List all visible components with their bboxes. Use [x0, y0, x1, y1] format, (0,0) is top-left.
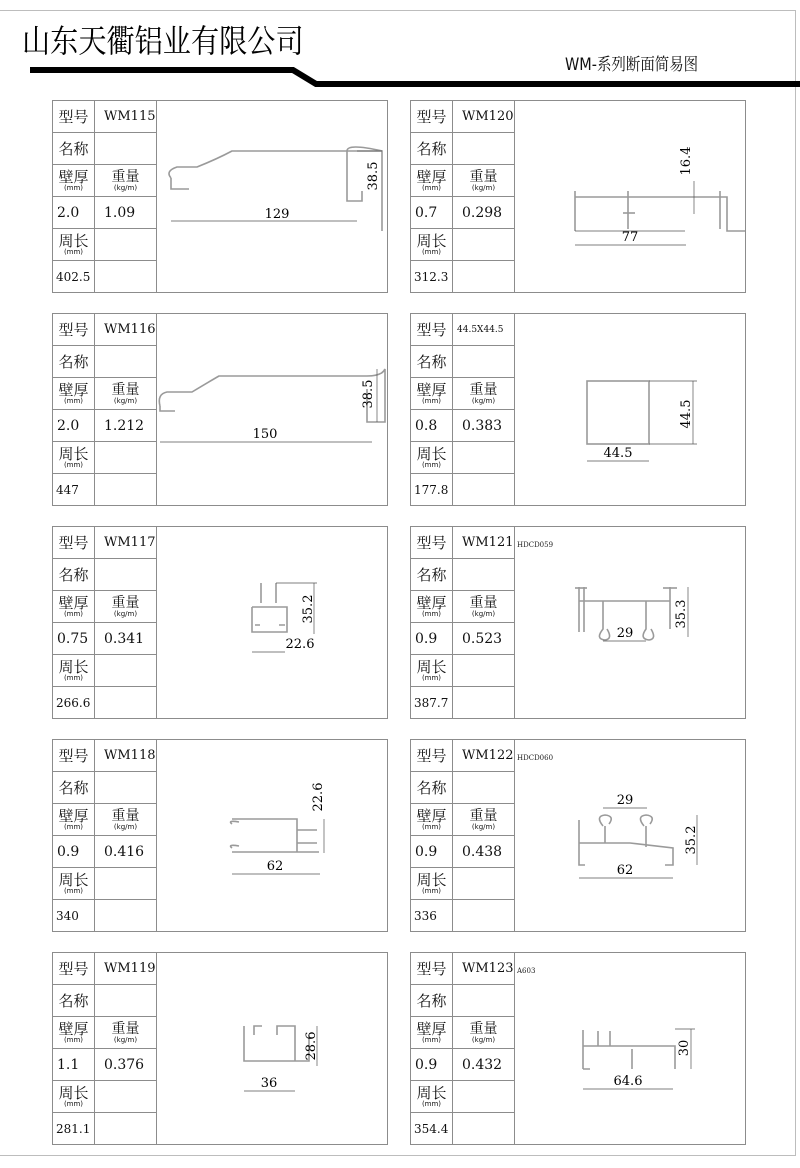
row-name	[411, 985, 514, 1017]
dimension-label: 77	[621, 230, 639, 245]
row-units	[53, 591, 156, 623]
row-perimeter	[411, 442, 514, 474]
profile-drawing	[157, 101, 387, 292]
label-wall: 壁厚 (mm)	[411, 804, 453, 835]
label-name: 名称	[53, 772, 95, 803]
label-wall: 壁厚 (mm)	[411, 1017, 453, 1048]
label-name: 名称	[53, 559, 95, 590]
row-units	[411, 165, 514, 197]
profile-drawing	[515, 527, 745, 718]
row-perimeter	[53, 1081, 156, 1113]
label-perimeter: 周长 (mm)	[53, 655, 95, 686]
label-weight: 重量 (kg/m)	[469, 1021, 498, 1044]
row-name	[411, 772, 514, 804]
wall-value: 0.9	[53, 836, 95, 867]
row-values	[411, 197, 514, 229]
perimeter-value: 266.6	[53, 687, 95, 718]
perimeter-empty	[453, 868, 514, 899]
row-units	[411, 1017, 514, 1049]
wall-value: 0.9	[411, 836, 453, 867]
spec-table	[53, 527, 157, 718]
perimeter-value: 281.1	[53, 1113, 95, 1144]
perimeter-empty	[453, 655, 514, 686]
drawing-tag: A603	[517, 967, 536, 975]
row-values	[411, 623, 514, 655]
spec-table	[411, 314, 515, 505]
label-name: 名称	[411, 346, 453, 377]
label-name: 名称	[53, 346, 95, 377]
row-name	[53, 346, 156, 378]
label-perimeter: 周长 (mm)	[411, 442, 453, 473]
model-value: WM120	[462, 109, 514, 124]
perimeter-value: 177.8	[411, 474, 453, 505]
label-model: 型号	[53, 314, 95, 345]
spec-table	[411, 953, 515, 1144]
label-wall: 壁厚 (mm)	[411, 378, 453, 409]
row-model	[53, 314, 156, 346]
row-values	[53, 410, 156, 442]
dimension-label: 64.6	[613, 1074, 643, 1089]
weight-value: 0.416	[104, 843, 145, 860]
dimension-label: 129	[264, 207, 290, 222]
row-perimeter	[411, 868, 514, 900]
spec-table	[53, 740, 157, 931]
label-wall: 壁厚 (mm)	[53, 1017, 95, 1048]
label-model: 型号	[411, 527, 453, 558]
profile-card-wm116	[52, 313, 388, 506]
profile-card-wm121	[410, 526, 746, 719]
label-name: 名称	[411, 772, 453, 803]
wall-value: 0.7	[411, 197, 453, 228]
row-name	[411, 133, 514, 165]
label-weight: 重量 (kg/m)	[469, 382, 498, 405]
perimeter-empty	[453, 229, 514, 260]
label-model: 型号	[53, 101, 95, 132]
row-name	[53, 133, 156, 165]
row-model	[53, 101, 156, 133]
model-value: 44.5X44.5	[457, 324, 504, 335]
label-name: 名称	[53, 133, 95, 164]
wall-value: 2.0	[53, 410, 95, 441]
row-perimeter-value	[53, 687, 156, 719]
dimension-label: 35.2	[301, 594, 316, 624]
label-weight: 重量 (kg/m)	[469, 808, 498, 831]
label-perimeter: 周长 (mm)	[53, 442, 95, 473]
perimeter-value-empty	[453, 261, 514, 292]
label-weight: 重量 (kg/m)	[111, 382, 140, 405]
row-name	[53, 985, 156, 1017]
label-name: 名称	[53, 985, 95, 1016]
perimeter-value-empty	[453, 474, 514, 505]
label-wall: 壁厚 (mm)	[411, 165, 453, 196]
label-wall: 壁厚 (mm)	[411, 591, 453, 622]
row-name	[411, 559, 514, 591]
label-perimeter: 周长 (mm)	[53, 868, 95, 899]
profile-drawing	[157, 740, 387, 931]
row-perimeter	[411, 1081, 514, 1113]
row-model	[53, 527, 156, 559]
label-model: 型号	[53, 953, 95, 984]
dimension-label: 62	[616, 863, 634, 878]
perimeter-value: 387.7	[411, 687, 453, 718]
label-wall: 壁厚 (mm)	[53, 165, 95, 196]
row-perimeter-value	[53, 261, 156, 293]
row-perimeter	[53, 868, 156, 900]
row-model	[411, 740, 514, 772]
label-perimeter: 周长 (mm)	[411, 868, 453, 899]
row-model	[411, 953, 514, 985]
profile-drawing	[515, 953, 745, 1144]
weight-value: 0.383	[462, 417, 503, 434]
spec-table	[411, 101, 515, 292]
row-values	[53, 623, 156, 655]
model-value: WM116	[104, 322, 156, 337]
row-model	[53, 953, 156, 985]
row-values	[53, 1049, 156, 1081]
profile-card-wm119	[52, 952, 388, 1145]
name-value	[453, 133, 514, 164]
spec-table	[53, 953, 157, 1144]
row-perimeter	[411, 655, 514, 687]
spec-table	[411, 740, 515, 931]
row-perimeter	[53, 442, 156, 474]
model-value: WM122	[462, 748, 514, 763]
label-model: 型号	[411, 314, 453, 345]
profile-drawing	[157, 527, 387, 718]
label-wall: 壁厚 (mm)	[53, 804, 95, 835]
name-value	[95, 346, 156, 377]
weight-value: 1.09	[104, 204, 136, 221]
dimension-label: 44.5	[679, 399, 694, 429]
profile-card-wm115	[52, 100, 388, 293]
row-units	[411, 378, 514, 410]
label-name: 名称	[411, 133, 453, 164]
name-value	[95, 559, 156, 590]
dimension-label: 22.6	[311, 782, 326, 812]
label-weight: 重量 (kg/m)	[469, 595, 498, 618]
row-perimeter-value	[53, 1113, 156, 1145]
perimeter-value: 447	[53, 474, 95, 505]
row-perimeter-value	[411, 900, 514, 932]
profile-card-wm120	[410, 100, 746, 293]
spec-table	[411, 527, 515, 718]
dimension-label: 30	[677, 1039, 692, 1057]
dimension-label: 150	[252, 427, 278, 442]
row-units	[411, 804, 514, 836]
row-model	[411, 314, 514, 346]
document-subtitle: WM-系列断面简易图	[565, 55, 699, 75]
weight-value: 0.523	[462, 630, 503, 647]
row-perimeter-value	[411, 474, 514, 506]
row-units	[53, 804, 156, 836]
perimeter-value-empty	[95, 687, 156, 718]
label-weight: 重量 (kg/m)	[111, 808, 140, 831]
name-value	[453, 559, 514, 590]
perimeter-value-empty	[95, 261, 156, 292]
row-units	[53, 1017, 156, 1049]
label-weight: 重量 (kg/m)	[469, 169, 498, 192]
row-perimeter	[53, 229, 156, 261]
row-model	[53, 740, 156, 772]
name-value	[453, 985, 514, 1016]
profile-card-wm118	[52, 739, 388, 932]
weight-value: 0.341	[104, 630, 145, 647]
model-value: WM118	[104, 748, 156, 763]
label-weight: 重量 (kg/m)	[111, 1021, 140, 1044]
wall-value: 0.9	[411, 623, 453, 654]
perimeter-empty	[95, 442, 156, 473]
label-model: 型号	[53, 527, 95, 558]
row-values	[53, 836, 156, 868]
row-model	[411, 101, 514, 133]
perimeter-value: 354.4	[411, 1113, 453, 1144]
drawing-tag: HDCD059	[517, 541, 554, 549]
name-value	[95, 985, 156, 1016]
row-perimeter-value	[411, 261, 514, 293]
perimeter-value-empty	[95, 1113, 156, 1144]
weight-value: 1.212	[104, 417, 145, 434]
perimeter-empty	[453, 1081, 514, 1112]
row-units	[53, 165, 156, 197]
perimeter-empty	[453, 442, 514, 473]
row-perimeter-value	[53, 900, 156, 932]
perimeter-empty	[95, 229, 156, 260]
wall-value: 0.8	[411, 410, 453, 441]
label-perimeter: 周长 (mm)	[411, 1081, 453, 1112]
row-perimeter	[411, 229, 514, 261]
row-values	[53, 197, 156, 229]
perimeter-empty	[95, 655, 156, 686]
dimension-label: 28.6	[304, 1031, 319, 1061]
perimeter-empty	[95, 1081, 156, 1112]
dimension-label: 22.6	[285, 637, 315, 652]
wall-value: 0.75	[53, 623, 95, 654]
label-model: 型号	[411, 740, 453, 771]
weight-value: 0.298	[462, 204, 503, 221]
perimeter-value: 340	[53, 900, 95, 931]
row-name	[53, 772, 156, 804]
model-value: WM117	[104, 535, 156, 550]
perimeter-value-empty	[95, 900, 156, 931]
row-model	[411, 527, 514, 559]
model-value: WM121	[462, 535, 514, 550]
profile-drawing	[515, 101, 745, 292]
row-perimeter	[53, 655, 156, 687]
dimension-label: 44.5	[603, 446, 633, 461]
spec-table	[53, 314, 157, 505]
label-wall: 壁厚 (mm)	[53, 378, 95, 409]
perimeter-value-empty	[95, 474, 156, 505]
label-perimeter: 周长 (mm)	[53, 1081, 95, 1112]
label-model: 型号	[411, 101, 453, 132]
dimension-label: 38.5	[366, 161, 381, 191]
row-name	[411, 346, 514, 378]
wall-value: 2.0	[53, 197, 95, 228]
weight-value: 0.376	[104, 1056, 145, 1073]
dimension-label: 29	[616, 626, 634, 641]
label-model: 型号	[53, 740, 95, 771]
name-value	[453, 346, 514, 377]
weight-value: 0.438	[462, 843, 503, 860]
label-perimeter: 周长 (mm)	[411, 229, 453, 260]
profile-drawing	[515, 740, 745, 931]
dimension-label: 29	[616, 793, 634, 808]
profile-drawing	[515, 314, 745, 505]
label-perimeter: 周长 (mm)	[53, 229, 95, 260]
wall-value: 1.1	[53, 1049, 95, 1080]
spec-table	[53, 101, 157, 292]
row-perimeter-value	[411, 1113, 514, 1145]
perimeter-value-empty	[453, 900, 514, 931]
name-value	[453, 772, 514, 803]
label-perimeter: 周长 (mm)	[411, 655, 453, 686]
perimeter-value-empty	[453, 1113, 514, 1144]
model-value: WM115	[104, 109, 156, 124]
profile-drawing	[157, 953, 387, 1144]
name-value	[95, 133, 156, 164]
company-name: 山东天衢铝业有限公司	[22, 22, 304, 60]
dimension-label: 38.5	[361, 379, 376, 409]
row-name	[53, 559, 156, 591]
dimension-label: 35.3	[674, 599, 689, 629]
row-values	[411, 836, 514, 868]
profile-card-wm117	[52, 526, 388, 719]
name-value	[95, 772, 156, 803]
label-weight: 重量 (kg/m)	[111, 169, 140, 192]
row-values	[411, 410, 514, 442]
perimeter-value-empty	[453, 687, 514, 718]
profile-card-44.5x44.5	[410, 313, 746, 506]
label-name: 名称	[411, 559, 453, 590]
weight-value: 0.432	[462, 1056, 503, 1073]
row-perimeter-value	[411, 687, 514, 719]
profile-drawing	[157, 314, 387, 505]
perimeter-value: 336	[411, 900, 453, 931]
dimension-label: 35.2	[684, 825, 699, 855]
dimension-label: 36	[260, 1076, 278, 1091]
row-values	[411, 1049, 514, 1081]
model-value: WM123	[462, 961, 514, 976]
row-units	[411, 591, 514, 623]
dimension-label: 16.4	[679, 146, 694, 176]
label-name: 名称	[411, 985, 453, 1016]
row-units	[53, 378, 156, 410]
row-perimeter-value	[53, 474, 156, 506]
profile-card-wm122	[410, 739, 746, 932]
wall-value: 0.9	[411, 1049, 453, 1080]
label-weight: 重量 (kg/m)	[111, 595, 140, 618]
model-value: WM119	[104, 961, 156, 976]
label-model: 型号	[411, 953, 453, 984]
drawing-tag: HDCD060	[517, 754, 554, 762]
perimeter-value: 312.3	[411, 261, 453, 292]
perimeter-empty	[95, 868, 156, 899]
label-wall: 壁厚 (mm)	[53, 591, 95, 622]
profile-card-wm123	[410, 952, 746, 1145]
dimension-label: 62	[266, 859, 284, 874]
perimeter-value: 402.5	[53, 261, 95, 292]
